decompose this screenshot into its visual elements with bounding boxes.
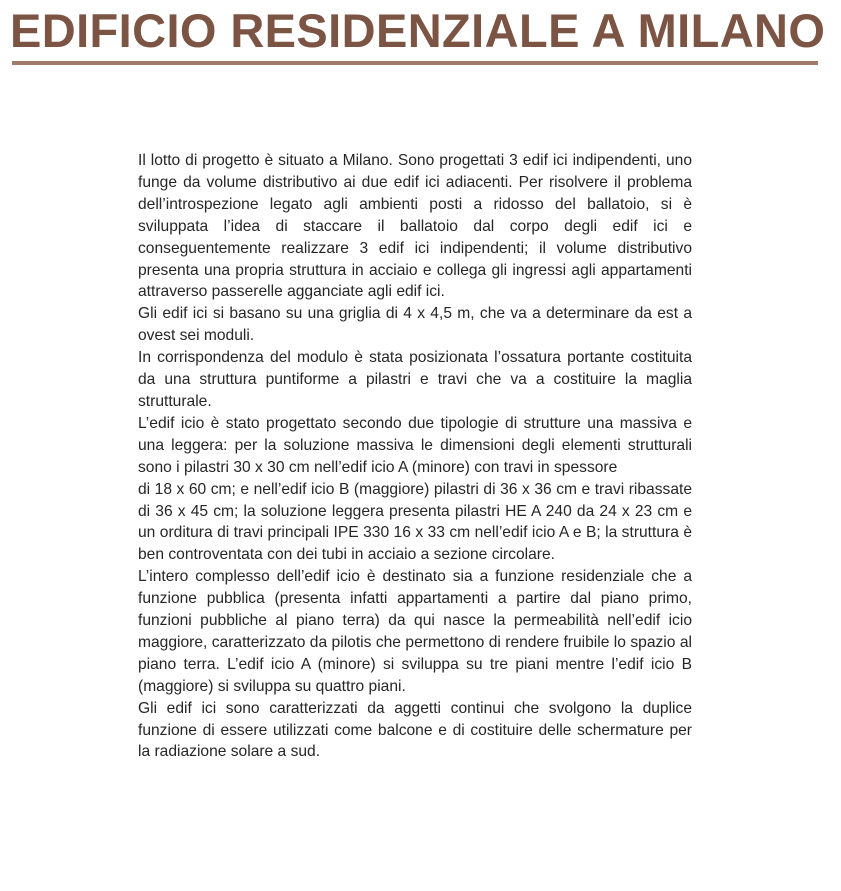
title-underline [12,61,818,65]
paragraph: Gli edif ici sono caratterizzati da aggetti continui che svolgono la duplice funzione di essere utilizzati come balcone e di costituire delle schermature per la radiazione solare a sud. [138,699,692,761]
paragraph: In corrispondenza del modulo è stata posizionata l’ossatura portante costituita da una struttura puntiforme a pilastri e travi che va a costituire la maglia strutturale. [138,349,692,410]
body-text [138,150,692,763]
paragraph: L’edif icio è stato progettato secondo due tipologie di strutture una massiva e una leggera: per la soluzione massiva le dimensioni degli elementi strutturali sono i pilastri 30 x 30 cm nell’edif icio A (minore) con travi in spessore [138,414,692,476]
paragraph: L’intero complesso dell’edif icio è destinato sia a funzione residenziale che a funzione pubblica (presenta infatti appartamenti a partire dal piano primo, funzioni pubbliche al piano terra) da qui nasce la permeabilità nell’edif icio maggiore, caratterizzato da pilotis che permettono di rendere fruibile lo spazio al piano terra. L’edif icio A (minore) si sviluppa su tre piani mentre l’edif icio B (maggiore) si sviluppa su quattro piani. [138,568,692,695]
paragraph: Il lotto di progetto è situato a Milano. Sono progettati 3 edif ici indipendenti, uno funge da volume distributivo ai due edif ici adiacenti. Per risolvere il problema dell’introspezione legato agli ambienti posti a ridosso del ballatoio, si è sviluppata l’idea di staccare il ballatoio dal corpo degli edif ici e conseguentemente realizzare 3 edif ici indipendenti; il volume distributivo presenta una propria struttura in acciaio e collega gli ingressi agli appartamenti attraverso passerelle agganciate agli edif ici. [138,152,692,301]
paragraph: di 18 x 60 cm; e nell’edif icio B (maggiore) pilastri di 36 x 36 cm e travi ribassate di 36 x 45 cm; la soluzione leggera presenta pilastri HE A 240 da 24 x 23 cm e un orditura di travi principali IPE 330 16 x 33 cm nell’edif icio A e B; la struttura è ben controventata con dei tubi in acciaio a sezione circolare. [138,480,692,564]
page-title: EDIFICIO RESIDENZIALE A MILANO [10,4,826,57]
paragraph: Gli edif ici si basano su una griglia di 4 x 4,5 m, che va a determinare da est a ovest sei moduli. [138,305,692,345]
